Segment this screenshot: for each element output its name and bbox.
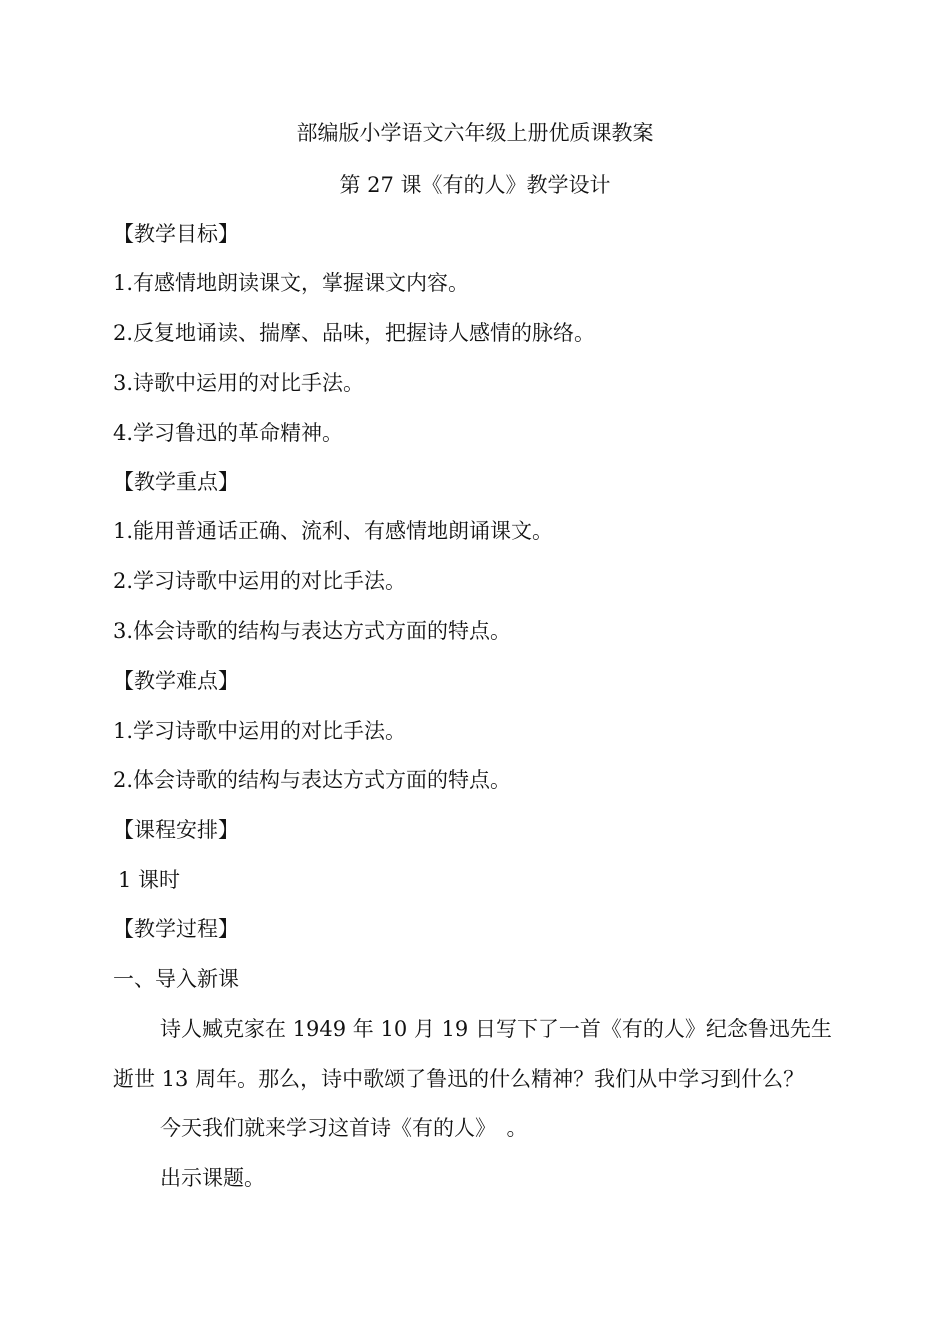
objective-item: 3.诗歌中运用的对比手法。 <box>113 371 365 395</box>
key-point-item: 2.学习诗歌中运用的对比手法。 <box>113 569 407 593</box>
key-point-item: 3.体会诗歌的结构与表达方式方面的特点。 <box>113 619 512 643</box>
paragraph: 出示课题。 <box>160 1166 265 1190</box>
difficulty-item: 1.学习诗歌中运用的对比手法。 <box>113 719 407 743</box>
lesson-title: 第 27 课《有的人》教学设计 <box>339 173 611 197</box>
schedule-text: 1 课时 <box>118 868 181 892</box>
paragraph-line: 逝世 13 周年。那么，诗中歌颂了鲁迅的什么精神？我们从中学习到什么？ <box>113 1067 805 1091</box>
key-point-item: 1.能用普通话正确、流利、有感情地朗诵课文。 <box>113 519 554 543</box>
step-title: 一、导入新课 <box>113 967 239 991</box>
paragraph: 今天我们就来学习这首诗《有的人》 。 <box>160 1116 528 1140</box>
difficulty-item: 2.体会诗歌的结构与表达方式方面的特点。 <box>113 768 512 792</box>
process-heading: 【教学过程】 <box>113 917 239 941</box>
schedule-heading: 【课程安排】 <box>113 818 239 842</box>
objective-item: 4.学习鲁迅的革命精神。 <box>113 421 344 445</box>
key-points-heading: 【教学重点】 <box>113 470 239 494</box>
objective-item: 1.有感情地朗读课文，掌握课文内容。 <box>113 271 470 295</box>
objectives-heading: 【教学目标】 <box>113 222 239 246</box>
objective-item: 2.反复地诵读、揣摩、品味，把握诗人感情的脉络。 <box>113 321 596 345</box>
document-title: 部编版小学语文六年级上册优质课教案 <box>296 121 654 145</box>
paragraph-line: 诗人臧克家在 1949 年 10 月 19 日写下了一首《有的人》纪念鲁迅先生 <box>160 1017 832 1041</box>
difficulties-heading: 【教学难点】 <box>113 669 239 693</box>
